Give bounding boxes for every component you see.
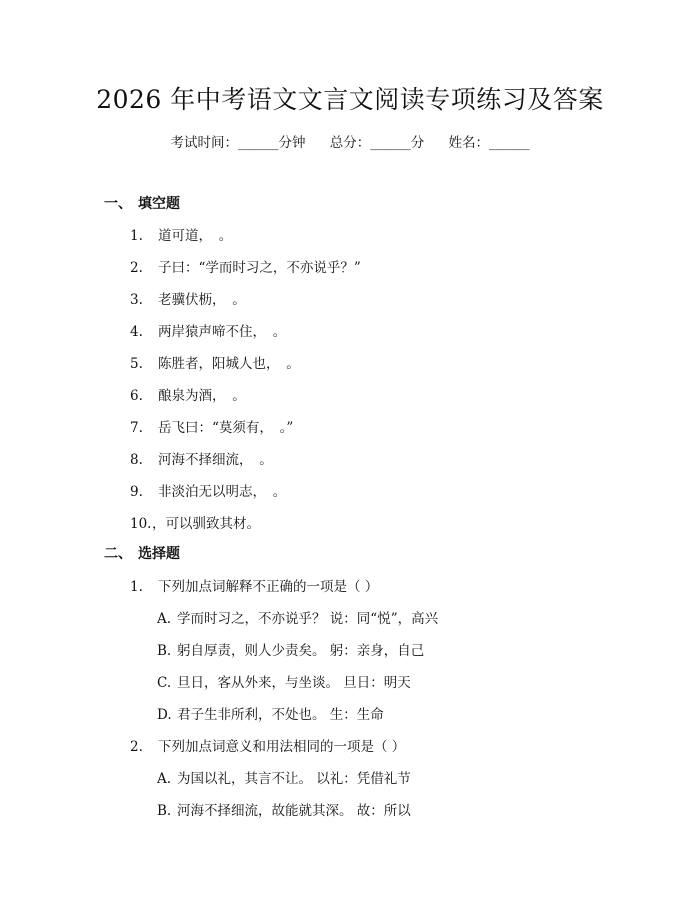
list-item [130,448,273,468]
item-text: 子曰：“学而时习之，不亦说乎？” [158,260,361,276]
question [130,575,378,595]
list-item [130,512,260,532]
list-item [130,256,361,276]
question-number: 1. [130,579,143,595]
item-number: 9. [130,484,143,500]
option-text: 为国以礼，其言不让。 以礼：凭借礼节 [177,771,411,787]
option-text: 君子生非所利，不处也。 生：生命 [177,707,384,723]
item-text: 两岸猿声啼不住， 。 [158,324,287,340]
item-number: 7. [130,420,143,436]
item-number: 10. [130,516,152,532]
question [130,735,405,755]
option-letter: A. [157,611,172,627]
item-text: 河海不择细流， 。 [158,452,273,468]
item-number: 6. [130,388,143,404]
exam-time: 考试时间：______分钟 [170,135,306,151]
item-text: 岳飞曰：“莫须有， 。” [158,420,294,436]
section-number: 二、 [104,546,132,562]
section-number: 一、 [104,196,132,212]
option-letter: C. [157,675,172,691]
list-item [130,416,293,436]
option-text: 学而时习之，不亦说乎？ 说：同“悦”，高兴 [177,611,439,627]
item-text: 非淡泊无以明志， 。 [158,484,287,500]
section-heading-multiple-choice [104,543,180,563]
list-item [130,352,300,372]
item-text: 陈胜者，阳城人也， 。 [158,356,300,372]
item-number: 5. [130,356,143,372]
item-number: 4. [130,324,143,340]
option-text: 躬自厚责，则人少责矣。 躬：亲身，自己 [177,643,425,659]
option-text: 河海不择细流，故能就其深。 故：所以 [177,803,411,819]
question-number: 2. [130,739,143,755]
list-item [130,384,246,404]
section-title: 选择题 [138,546,180,562]
list-item [130,288,246,308]
option-d [157,703,384,723]
question-text: 下列加点词解释不正确的一项是（ ） [158,579,379,595]
exam-score: 总分：______分 [329,135,425,151]
option-c [157,671,411,691]
item-number: 2. [130,260,143,276]
item-number: 3. [130,292,143,308]
exam-name: 姓名：______ [448,135,530,151]
option-letter: D. [157,707,172,723]
question-text: 下列加点词意义和用法相同的一项是（ ） [158,739,406,755]
item-number: 1. [130,228,143,244]
item-text: 道可道， 。 [158,228,233,244]
option-letter: A. [157,771,172,787]
option-b [157,799,411,819]
list-item [130,320,286,340]
option-b [157,639,424,659]
item-text: 酿泉为酒， 。 [158,388,246,404]
option-a [157,767,411,787]
option-letter: B. [157,643,172,659]
exam-info [0,131,700,151]
item-text: 老骥伏枥， 。 [158,292,246,308]
list-item [130,224,232,244]
list-item [130,480,286,500]
option-a [157,607,438,627]
page-title: 2026 年中考语文文言文阅读专项练习及答案 [96,85,604,114]
section-heading-fill-blank [104,193,180,213]
option-letter: B. [157,803,172,819]
option-text: 旦日，客从外来，与坐谈。 旦日：明天 [177,675,411,691]
item-number: 8. [130,452,143,468]
section-title: 填空题 [138,196,180,212]
item-text: ，可以驯致其材。 [152,516,260,532]
